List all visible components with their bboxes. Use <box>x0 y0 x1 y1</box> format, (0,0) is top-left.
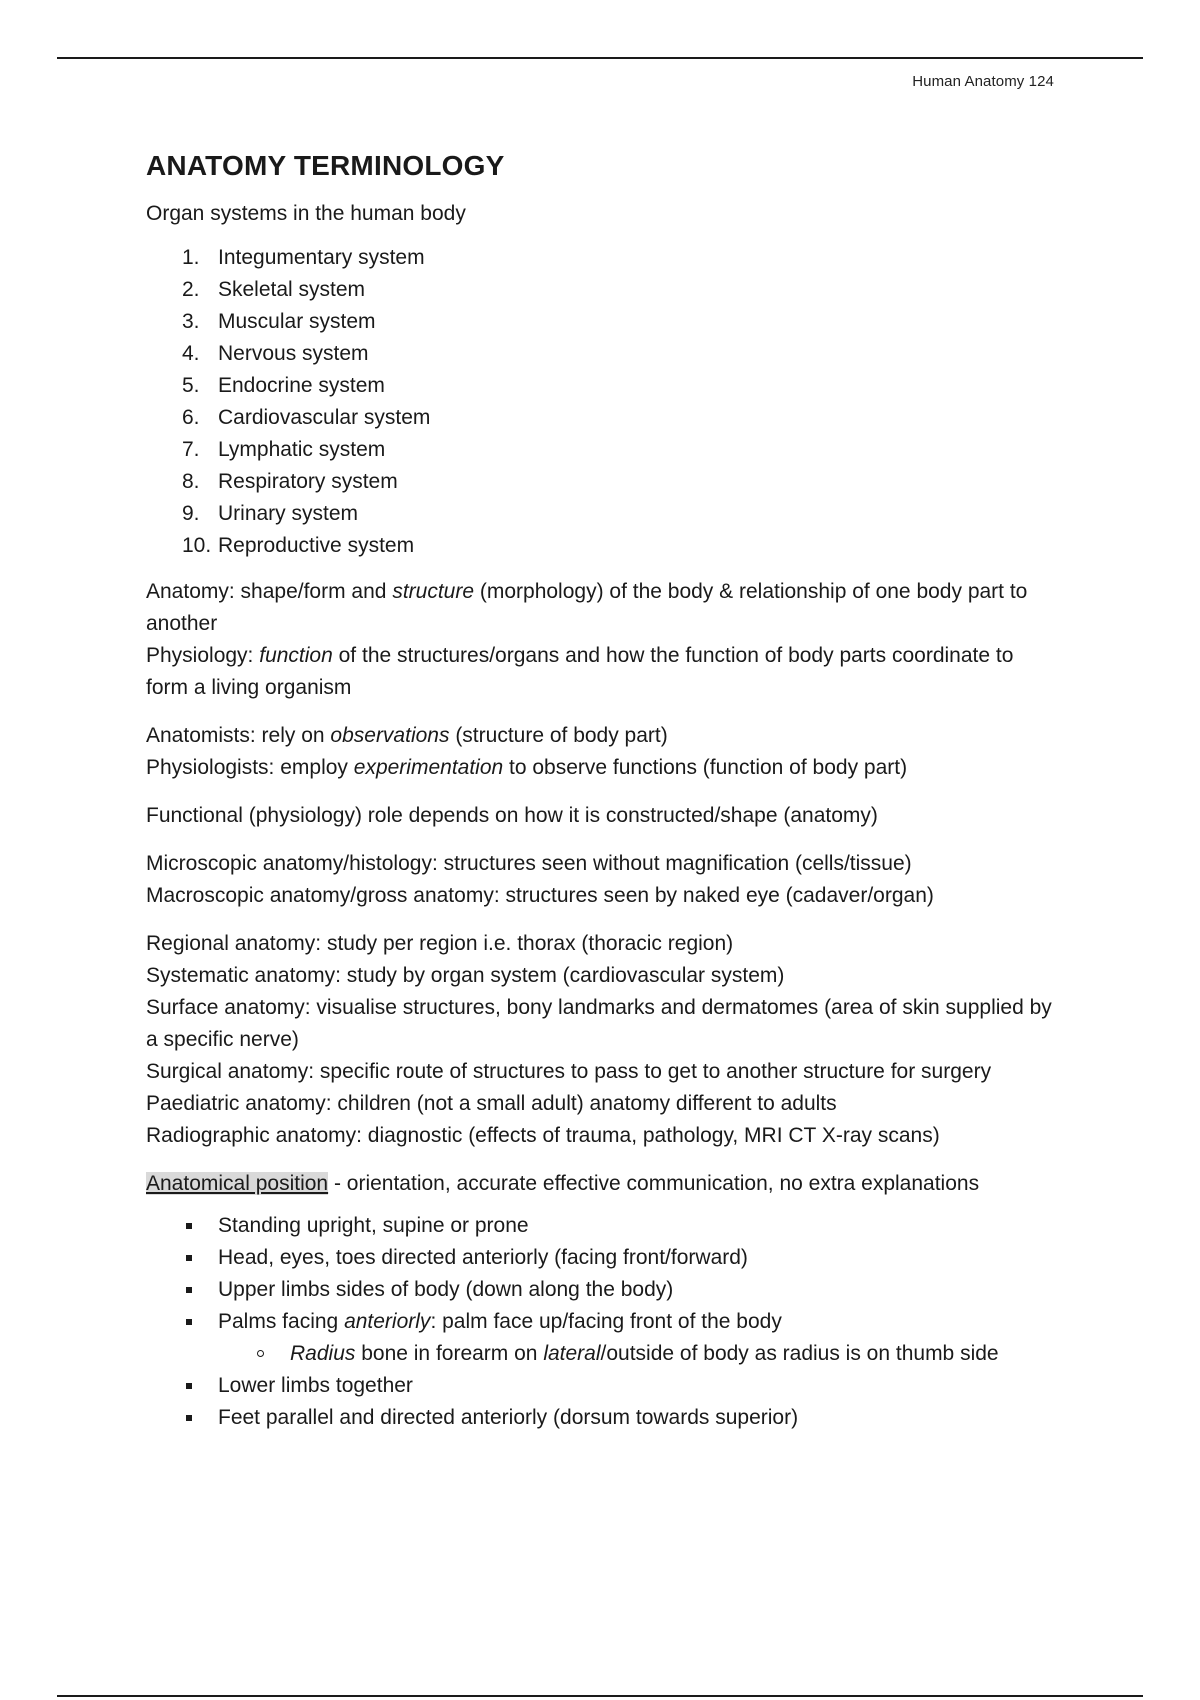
scale-block <box>146 848 1056 912</box>
anatomical-position-term: Anatomical position <box>146 1172 329 1195</box>
definitions-block <box>146 576 1056 704</box>
text-run: - orientation, accurate effective communication, no extra explanations <box>328 1172 980 1195</box>
list-item <box>146 466 1056 498</box>
list-number: 2. <box>182 278 200 301</box>
list-number: 6. <box>182 406 200 429</box>
list-number: 8. <box>182 470 200 493</box>
list-item <box>146 434 1056 466</box>
footer-rule <box>57 1695 1143 1697</box>
list-item <box>146 530 1056 562</box>
organ-systems-list <box>146 242 1056 562</box>
list-number: 5. <box>182 374 200 397</box>
list-item <box>146 274 1056 306</box>
text-run: /outside of body as radius is on thumb side <box>600 1342 999 1365</box>
list-item <box>146 306 1056 338</box>
list-item-label: Skeletal system <box>218 278 366 301</box>
list-item <box>146 1274 1056 1306</box>
list-item <box>146 1370 1056 1402</box>
radiographic-line: Radiographic anatomy: diagnostic (effects of trauma, pathology, MRI CT X-ray scans) <box>146 1124 940 1147</box>
list-item <box>146 242 1056 274</box>
list-item-label: Upper limbs sides of body (down along the body) <box>218 1278 674 1301</box>
list-number: 9. <box>182 502 200 525</box>
surface-line: Surface anatomy: visualise structures, bony landmarks and dermatomes (area of skin supplied by a specific nerve) <box>146 996 1052 1051</box>
methods-block <box>146 720 1056 784</box>
organ-systems-intro: Organ systems in the human body <box>146 202 466 225</box>
list-item-label: Endocrine system <box>218 374 385 397</box>
physiologists-line <box>146 752 1056 784</box>
text-run: (structure of body part) <box>449 724 668 747</box>
text-run: Palms facing <box>218 1310 345 1333</box>
page-title: ANATOMY TERMINOLOGY <box>146 150 505 181</box>
list-item-label: Reproductive system <box>218 534 415 557</box>
list-item-label: Lower limbs together <box>218 1374 413 1397</box>
square-bullet-icon <box>186 1223 192 1229</box>
list-number: 4. <box>182 342 200 365</box>
text-run: Physiologists: employ <box>146 756 354 779</box>
microscopic-line: Microscopic anatomy/histology: structures seen without magnification (cells/tissue) <box>146 852 912 875</box>
list-item <box>146 1242 1056 1274</box>
list-item-label: Nervous system <box>218 342 369 365</box>
square-bullet-icon <box>186 1415 192 1421</box>
branches-block <box>146 928 1056 1152</box>
list-item-label: Integumentary system <box>218 246 425 269</box>
square-bullet-icon <box>186 1287 192 1293</box>
list-item-label: Urinary system <box>218 502 359 525</box>
list-item <box>146 338 1056 370</box>
list-item <box>146 1210 1056 1242</box>
square-bullet-icon <box>186 1383 192 1389</box>
text-run: bone in forearm on <box>355 1342 544 1365</box>
list-item <box>146 1306 1056 1370</box>
square-bullet-icon <box>186 1255 192 1261</box>
sub-list <box>218 1338 1056 1370</box>
list-number: 1. <box>182 246 200 269</box>
functional-line: Functional (physiology) role depends on how it is constructed/shape (anatomy) <box>146 804 878 827</box>
list-item-label: Feet parallel and directed anteriorly (dorsum towards superior) <box>218 1406 799 1429</box>
course-header: Human Anatomy 124 <box>912 73 1054 90</box>
regional-line: Regional anatomy: study per region i.e. thorax (thoracic region) <box>146 932 734 955</box>
list-item <box>146 370 1056 402</box>
square-bullet-icon <box>186 1319 192 1325</box>
text-run: of the structures/organs and how the function of body parts coordinate to form a living organism <box>146 644 1014 699</box>
sub-list-item <box>218 1338 1056 1370</box>
text-run: to observe functions (function of body part) <box>503 756 908 779</box>
list-number: 10. <box>182 534 212 557</box>
emphasis-text: anteriorly <box>344 1310 431 1333</box>
emphasis-text: experimentation <box>353 756 504 779</box>
emphasis-text: structure <box>392 580 475 603</box>
surgical-line: Surgical anatomy: specific route of structures to pass to get to another structure for surgery <box>146 1060 992 1083</box>
page-content <box>146 148 1056 1434</box>
list-item <box>146 1402 1056 1434</box>
circle-bullet-icon <box>257 1350 264 1357</box>
text-run: Physiology: <box>146 644 260 667</box>
header-rule <box>57 57 1143 59</box>
text-run: Anatomy: shape/form and <box>146 580 393 603</box>
paediatric-line: Paediatric anatomy: children (not a small adult) anatomy different to adults <box>146 1092 837 1115</box>
list-item-label: Respiratory system <box>218 470 398 493</box>
list-item-label: Cardiovascular system <box>218 406 431 429</box>
list-item-label: Muscular system <box>218 310 376 333</box>
list-item <box>146 498 1056 530</box>
list-item-label: Lymphatic system <box>218 438 386 461</box>
anatomy-definition <box>146 576 1056 640</box>
anatomists-line <box>146 720 1056 752</box>
emphasis-text: Radius <box>290 1342 356 1365</box>
list-item-label: Standing upright, supine or prone <box>218 1214 529 1237</box>
text-run: : palm face up/facing front of the body <box>430 1310 782 1333</box>
anatomical-position-list <box>146 1210 1056 1434</box>
list-item-label: Head, eyes, toes directed anteriorly (facing front/forward) <box>218 1246 748 1269</box>
emphasis-text: lateral <box>543 1342 601 1365</box>
emphasis-text: observations <box>330 724 450 747</box>
emphasis-text: function <box>259 644 333 667</box>
anatomical-position-line <box>146 1168 1056 1200</box>
text-run: Anatomists: rely on <box>146 724 331 747</box>
physiology-definition <box>146 640 1056 704</box>
text-run: (morphology) of the body & relationship of one body part to another <box>146 580 1028 635</box>
list-number: 7. <box>182 438 200 461</box>
systematic-line: Systematic anatomy: study by organ system (cardiovascular system) <box>146 964 785 987</box>
list-item <box>146 402 1056 434</box>
list-number: 3. <box>182 310 200 333</box>
macroscopic-line: Macroscopic anatomy/gross anatomy: structures seen by naked eye (cadaver/organ) <box>146 884 934 907</box>
